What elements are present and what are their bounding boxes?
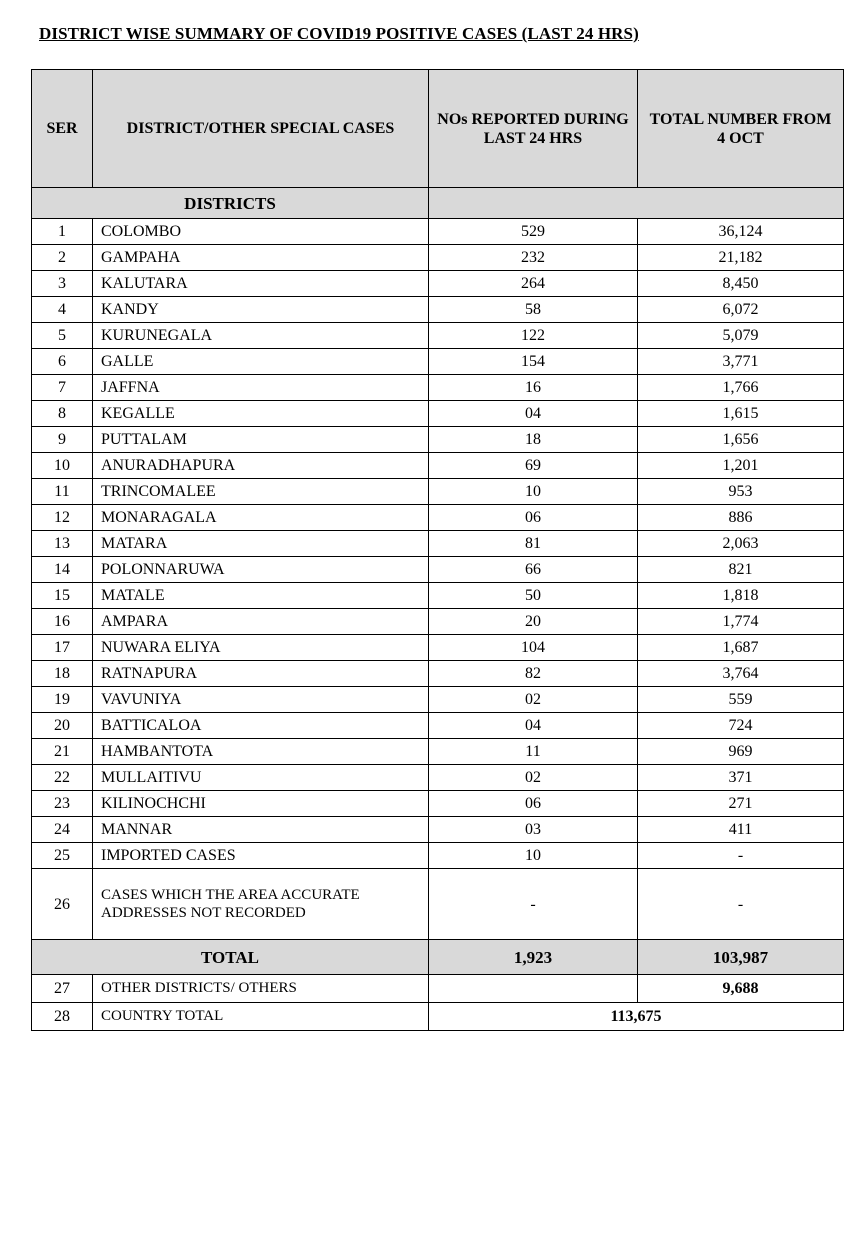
row-district-name: ANURADHAPURA [93,453,429,479]
row-total-from-4-oct: 559 [638,687,844,713]
row-last-24-hrs: 10 [429,843,638,869]
section-row-districts [32,188,844,219]
row-district-name: MATALE [93,583,429,609]
row-total-from-4-oct: 21,182 [638,245,844,271]
row-last-24-hrs: 02 [429,765,638,791]
row-total-from-4-oct: 36,124 [638,219,844,245]
row-ser: 10 [32,453,93,479]
row-last-24-hrs: 03 [429,817,638,843]
row-last-24-hrs: 02 [429,687,638,713]
row-ser: 20 [32,713,93,739]
table-row [32,843,844,869]
row-total-from-4-oct: 1,766 [638,375,844,401]
row-total-from-4-oct: 1,615 [638,401,844,427]
row-total-from-4-oct: 1,687 [638,635,844,661]
row-ser: 18 [32,661,93,687]
table-row [32,791,844,817]
row-district-name: COLOMBO [93,219,429,245]
row-ser: 12 [32,505,93,531]
table-row [32,869,844,940]
row-ser: 11 [32,479,93,505]
row-total-from-4-oct: 9,688 [638,975,844,1003]
row-ser: 19 [32,687,93,713]
row-total-from-4-oct: - [638,869,844,940]
row-ser: 3 [32,271,93,297]
row-last-24-hrs: 18 [429,427,638,453]
row-district-name: CASES WHICH THE AREA ACCURATE ADDRESSES NOT RECORDED [93,869,429,940]
row-district-name: GALLE [93,349,429,375]
row-total-from-4-oct: 724 [638,713,844,739]
row-last-24-hrs: 06 [429,505,638,531]
row-total-from-4-oct: 3,771 [638,349,844,375]
header-ser: SER [32,70,93,188]
row-district-name: PUTTALAM [93,427,429,453]
row-district-name: TRINCOMALEE [93,479,429,505]
row-ser: 22 [32,765,93,791]
country-total-row [32,1003,844,1031]
row-last-24-hrs: 232 [429,245,638,271]
table-body [32,188,844,940]
row-ser: 25 [32,843,93,869]
header-last-24-hrs: NOs REPORTED DURING LAST 24 HRS [429,70,638,188]
row-last-24-hrs: 11 [429,739,638,765]
row-district-name: MANNAR [93,817,429,843]
header-total-from-4-oct: TOTAL NUMBER FROM 4 OCT [638,70,844,188]
table-row [32,453,844,479]
row-total-from-4-oct: 1,201 [638,453,844,479]
table-row [32,427,844,453]
row-total-from-4-oct: 3,764 [638,661,844,687]
row-ser: 27 [32,975,93,1003]
country-total-value: 113,675 [429,1003,844,1031]
row-ser: 14 [32,557,93,583]
row-total-from-4-oct: 969 [638,739,844,765]
row-last-24-hrs: 06 [429,791,638,817]
section-label: DISTRICTS [32,188,429,219]
row-last-24-hrs: 104 [429,635,638,661]
row-last-24-hrs: 69 [429,453,638,479]
row-total-from-4-oct: 5,079 [638,323,844,349]
row-ser: 26 [32,869,93,940]
table-row [32,297,844,323]
table-row [32,739,844,765]
row-district-name: OTHER DISTRICTS/ OTHERS [93,975,429,1003]
row-district-name: RATNAPURA [93,661,429,687]
table-row [32,349,844,375]
row-total-from-4-oct: 2,063 [638,531,844,557]
row-district-name: VAVUNIYA [93,687,429,713]
table-row [32,817,844,843]
table-row [32,635,844,661]
row-district-name: KURUNEGALA [93,323,429,349]
row-last-24-hrs: 122 [429,323,638,349]
row-last-24-hrs: 16 [429,375,638,401]
row-district-name: GAMPAHA [93,245,429,271]
row-last-24-hrs: 04 [429,713,638,739]
row-total-from-4-oct: 1,656 [638,427,844,453]
table-row [32,245,844,271]
table-row [32,323,844,349]
table-row [32,531,844,557]
row-ser: 17 [32,635,93,661]
row-ser: 28 [32,1003,93,1031]
row-district-name: BATTICALOA [93,713,429,739]
row-total-from-4-oct: - [638,843,844,869]
row-district-name: MATARA [93,531,429,557]
table-row [32,375,844,401]
row-district-name: KEGALLE [93,401,429,427]
total-last-24-hrs: 1,923 [429,940,638,975]
row-last-24-hrs: 58 [429,297,638,323]
row-district-name: KANDY [93,297,429,323]
page-title: DISTRICT WISE SUMMARY OF COVID19 POSITIVE CASES (LAST 24 HRS) [39,24,639,43]
table-footer [32,940,844,1031]
header-district: DISTRICT/OTHER SPECIAL CASES [93,70,429,188]
table-row [32,687,844,713]
table-row [32,557,844,583]
table-row [32,401,844,427]
table-row [32,479,844,505]
row-district-name: KILINOCHCHI [93,791,429,817]
row-district-name: POLONNARUWA [93,557,429,583]
table-row [32,271,844,297]
row-district-name: JAFFNA [93,375,429,401]
row-last-24-hrs: - [429,869,638,940]
row-total-from-4-oct: 1,818 [638,583,844,609]
row-total-from-4-oct: 1,774 [638,609,844,635]
row-total-from-4-oct: 821 [638,557,844,583]
table-row [32,219,844,245]
total-from-4-oct: 103,987 [638,940,844,975]
row-ser: 23 [32,791,93,817]
row-ser: 15 [32,583,93,609]
table-row [32,765,844,791]
total-row [32,940,844,975]
row-ser: 9 [32,427,93,453]
row-last-24-hrs: 50 [429,583,638,609]
row-district-name: MONARAGALA [93,505,429,531]
row-last-24-hrs: 82 [429,661,638,687]
row-district-name: IMPORTED CASES [93,843,429,869]
table-header-row [32,70,844,188]
row-district-name: AMPARA [93,609,429,635]
row-district-name: COUNTRY TOTAL [93,1003,429,1031]
other-districts-row [32,975,844,1003]
row-total-from-4-oct: 8,450 [638,271,844,297]
row-ser: 16 [32,609,93,635]
row-district-name: NUWARA ELIYA [93,635,429,661]
row-last-24-hrs: 66 [429,557,638,583]
row-total-from-4-oct: 271 [638,791,844,817]
row-last-24-hrs: 10 [429,479,638,505]
row-ser: 13 [32,531,93,557]
row-ser: 21 [32,739,93,765]
row-last-24-hrs: 04 [429,401,638,427]
table-row [32,609,844,635]
row-total-from-4-oct: 411 [638,817,844,843]
row-total-from-4-oct: 6,072 [638,297,844,323]
row-district-name: KALUTARA [93,271,429,297]
row-ser: 5 [32,323,93,349]
row-ser: 4 [32,297,93,323]
row-district-name: HAMBANTOTA [93,739,429,765]
row-total-from-4-oct: 886 [638,505,844,531]
row-ser: 1 [32,219,93,245]
table-row [32,505,844,531]
row-total-from-4-oct: 371 [638,765,844,791]
row-last-24-hrs: 20 [429,609,638,635]
row-ser: 2 [32,245,93,271]
row-ser: 7 [32,375,93,401]
row-last-24-hrs [429,975,638,1003]
table-row [32,583,844,609]
row-total-from-4-oct: 953 [638,479,844,505]
section-empty-cell [429,188,844,219]
row-ser: 24 [32,817,93,843]
row-last-24-hrs: 154 [429,349,638,375]
table-row [32,713,844,739]
row-last-24-hrs: 81 [429,531,638,557]
total-label: TOTAL [32,940,429,975]
table-row [32,661,844,687]
row-ser: 8 [32,401,93,427]
row-last-24-hrs: 264 [429,271,638,297]
row-ser: 6 [32,349,93,375]
row-last-24-hrs: 529 [429,219,638,245]
covid-summary-table [31,69,844,1031]
row-district-name: MULLAITIVU [93,765,429,791]
